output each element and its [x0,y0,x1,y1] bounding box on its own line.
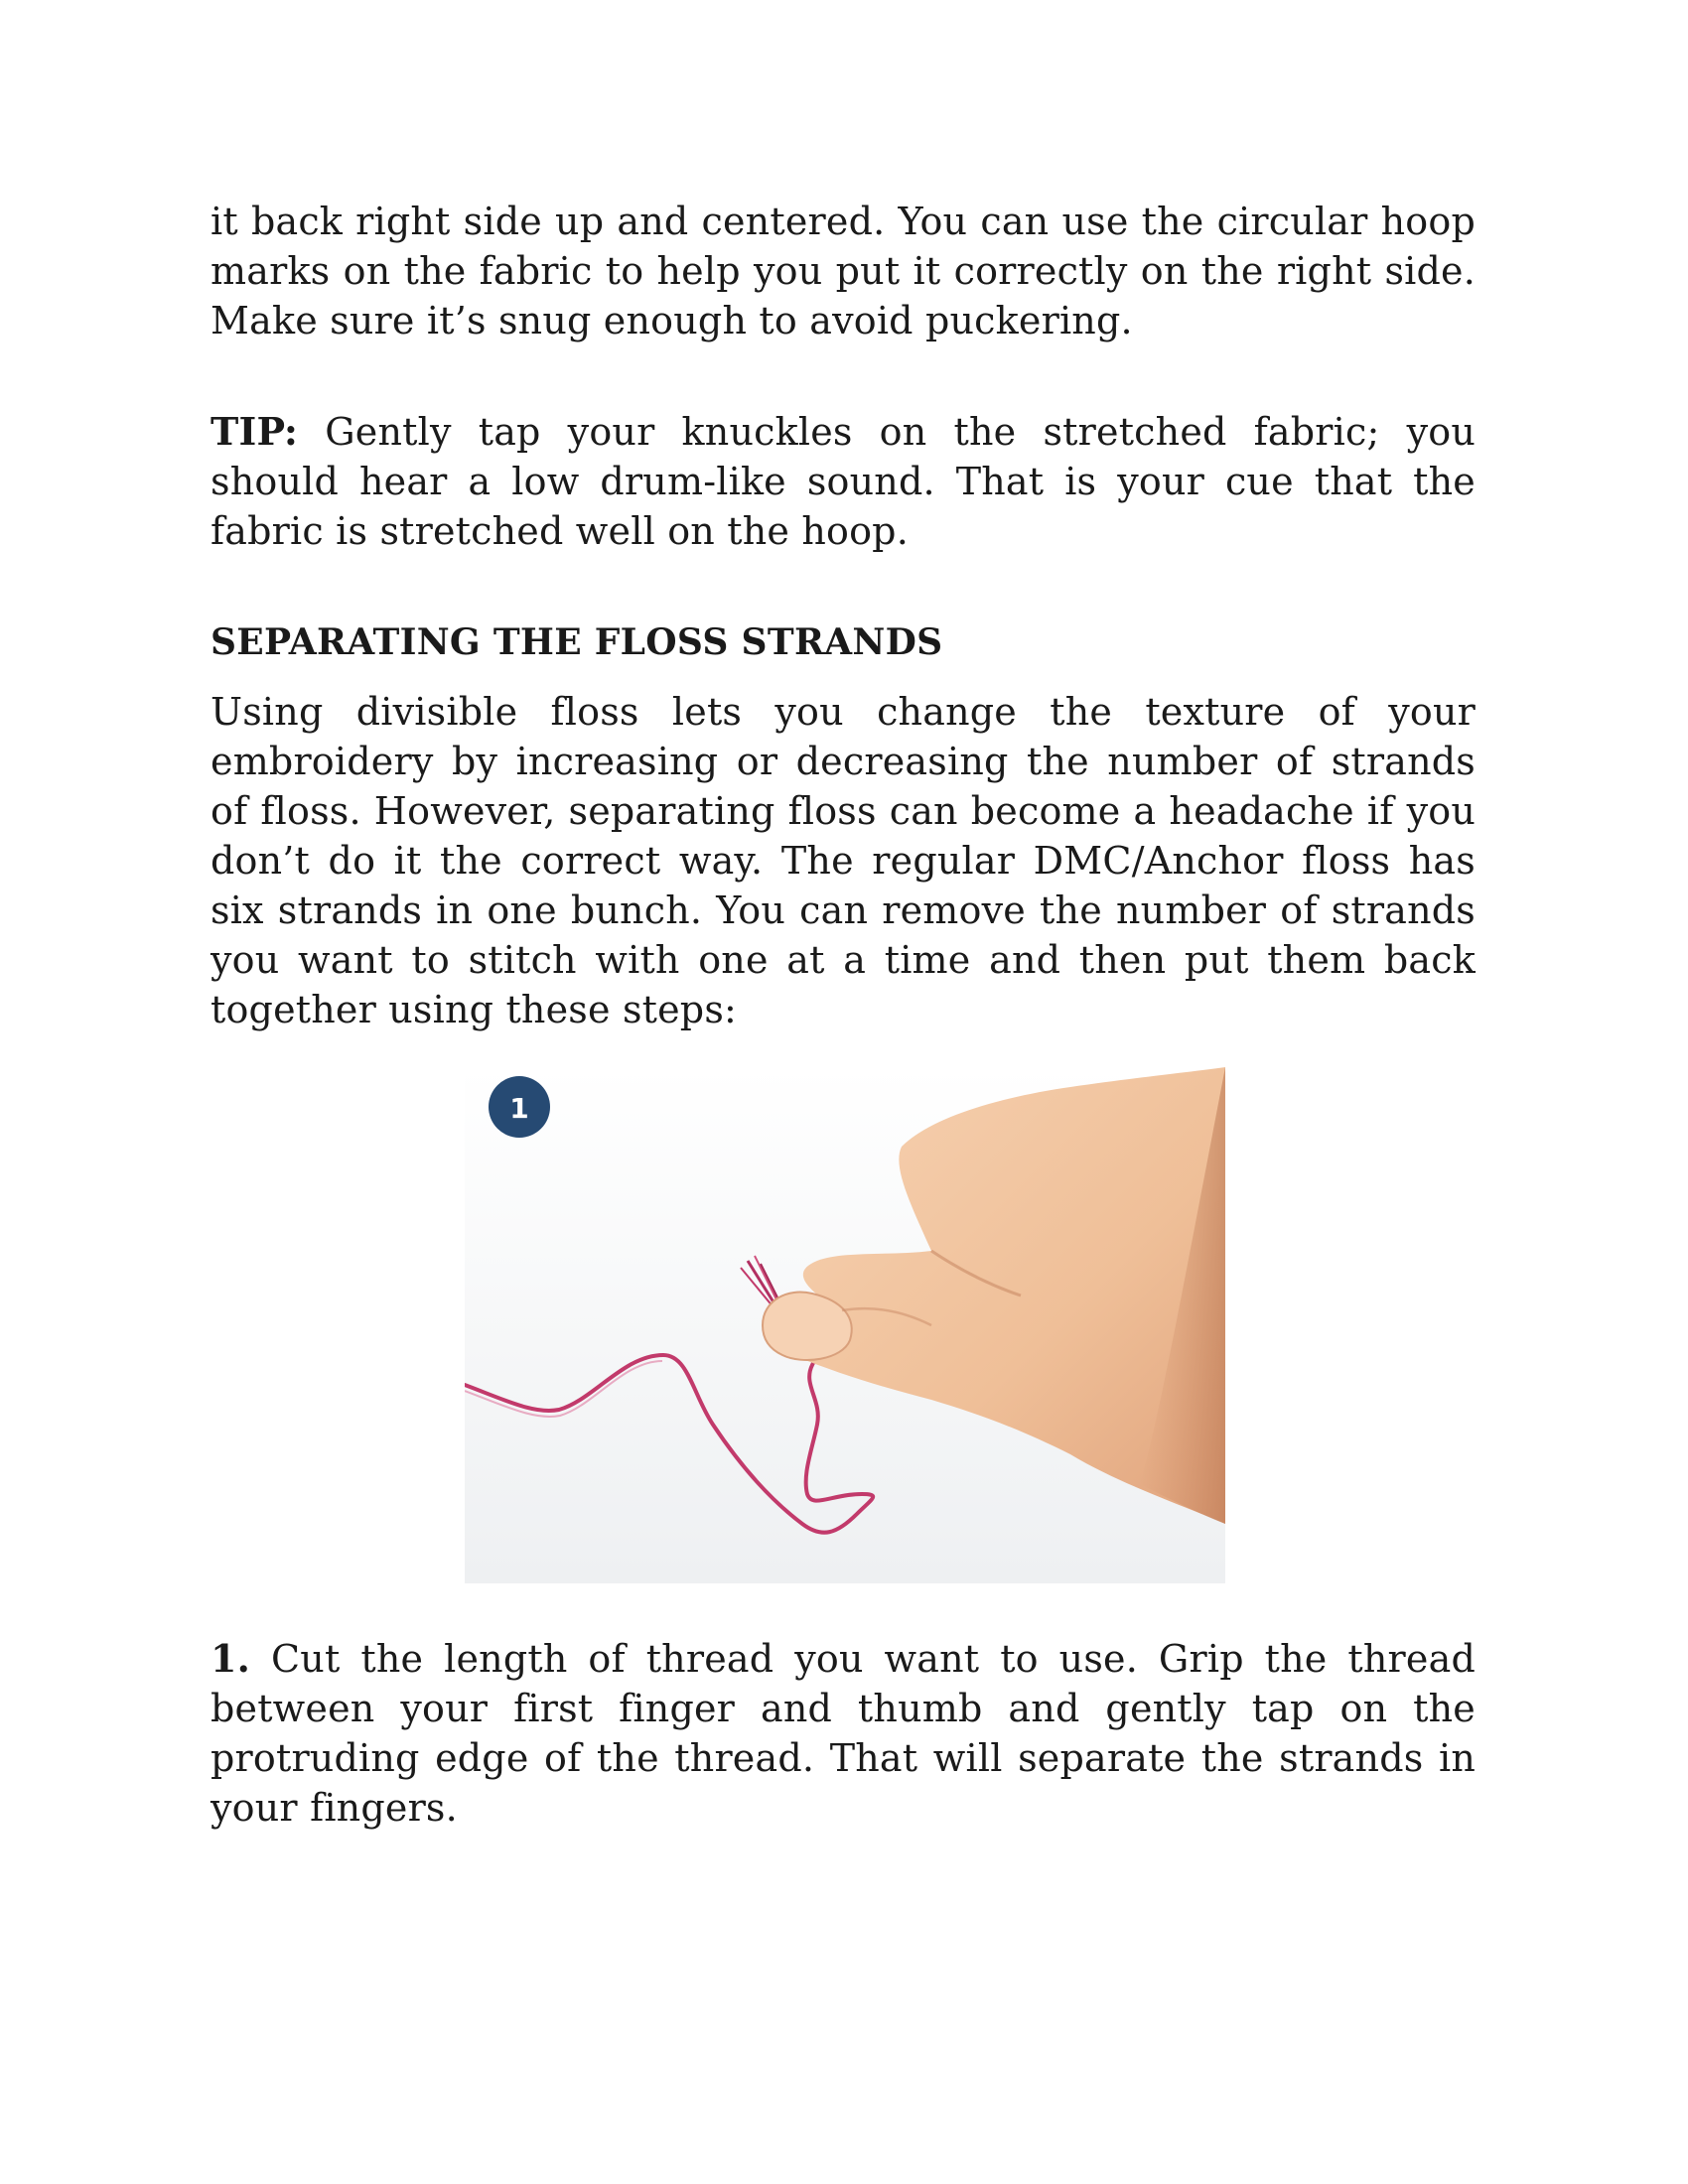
step-1 [211,1634,1476,1833]
step-1-paragraph [211,1634,1476,1833]
svg-text:1: 1 [509,1092,529,1125]
step-1-text: Cut the length of thread you want to use. Grip the thread between your first finger and thumb and gently tap on the protruding edge of the thread. That will separate the strands in your fingers. [211,1637,1476,1830]
tip-label: TIP: [211,409,299,454]
paragraph-intro: Using divisible floss lets you change the texture of your embroidery by increasing or decreasing the number of strands of floss. However, separating floss can become a headache if you don’t do it the correct way. The regular DMC/Anchor floss has six strands in one bunch. You can remove the number of strands you want to stitch with one at a time and then put them back together using these steps: [211,690,1476,1031]
step-badge [489,1076,550,1138]
figure-hand-holding-thread [465,1057,1225,1583]
page-content [211,197,1476,1034]
illustration-hand-thread [465,1057,1225,1583]
step-1-number: 1. [211,1636,251,1681]
paragraph-tip [211,407,1476,556]
section-heading: SEPARATING THE FLOSS STRANDS [211,621,943,663]
tip-text: Gently tap your knuckles on the stretched fabric; you should hear a low drum-like sound. That is your cue that the fabric is stretched well on the hoop. [211,410,1476,553]
paragraph-continuation: it back right side up and centered. You can use the circular hoop marks on the fabric to help you put it correctly on the right side. Make sure it’s snug enough to avoid puckering. [211,200,1476,342]
